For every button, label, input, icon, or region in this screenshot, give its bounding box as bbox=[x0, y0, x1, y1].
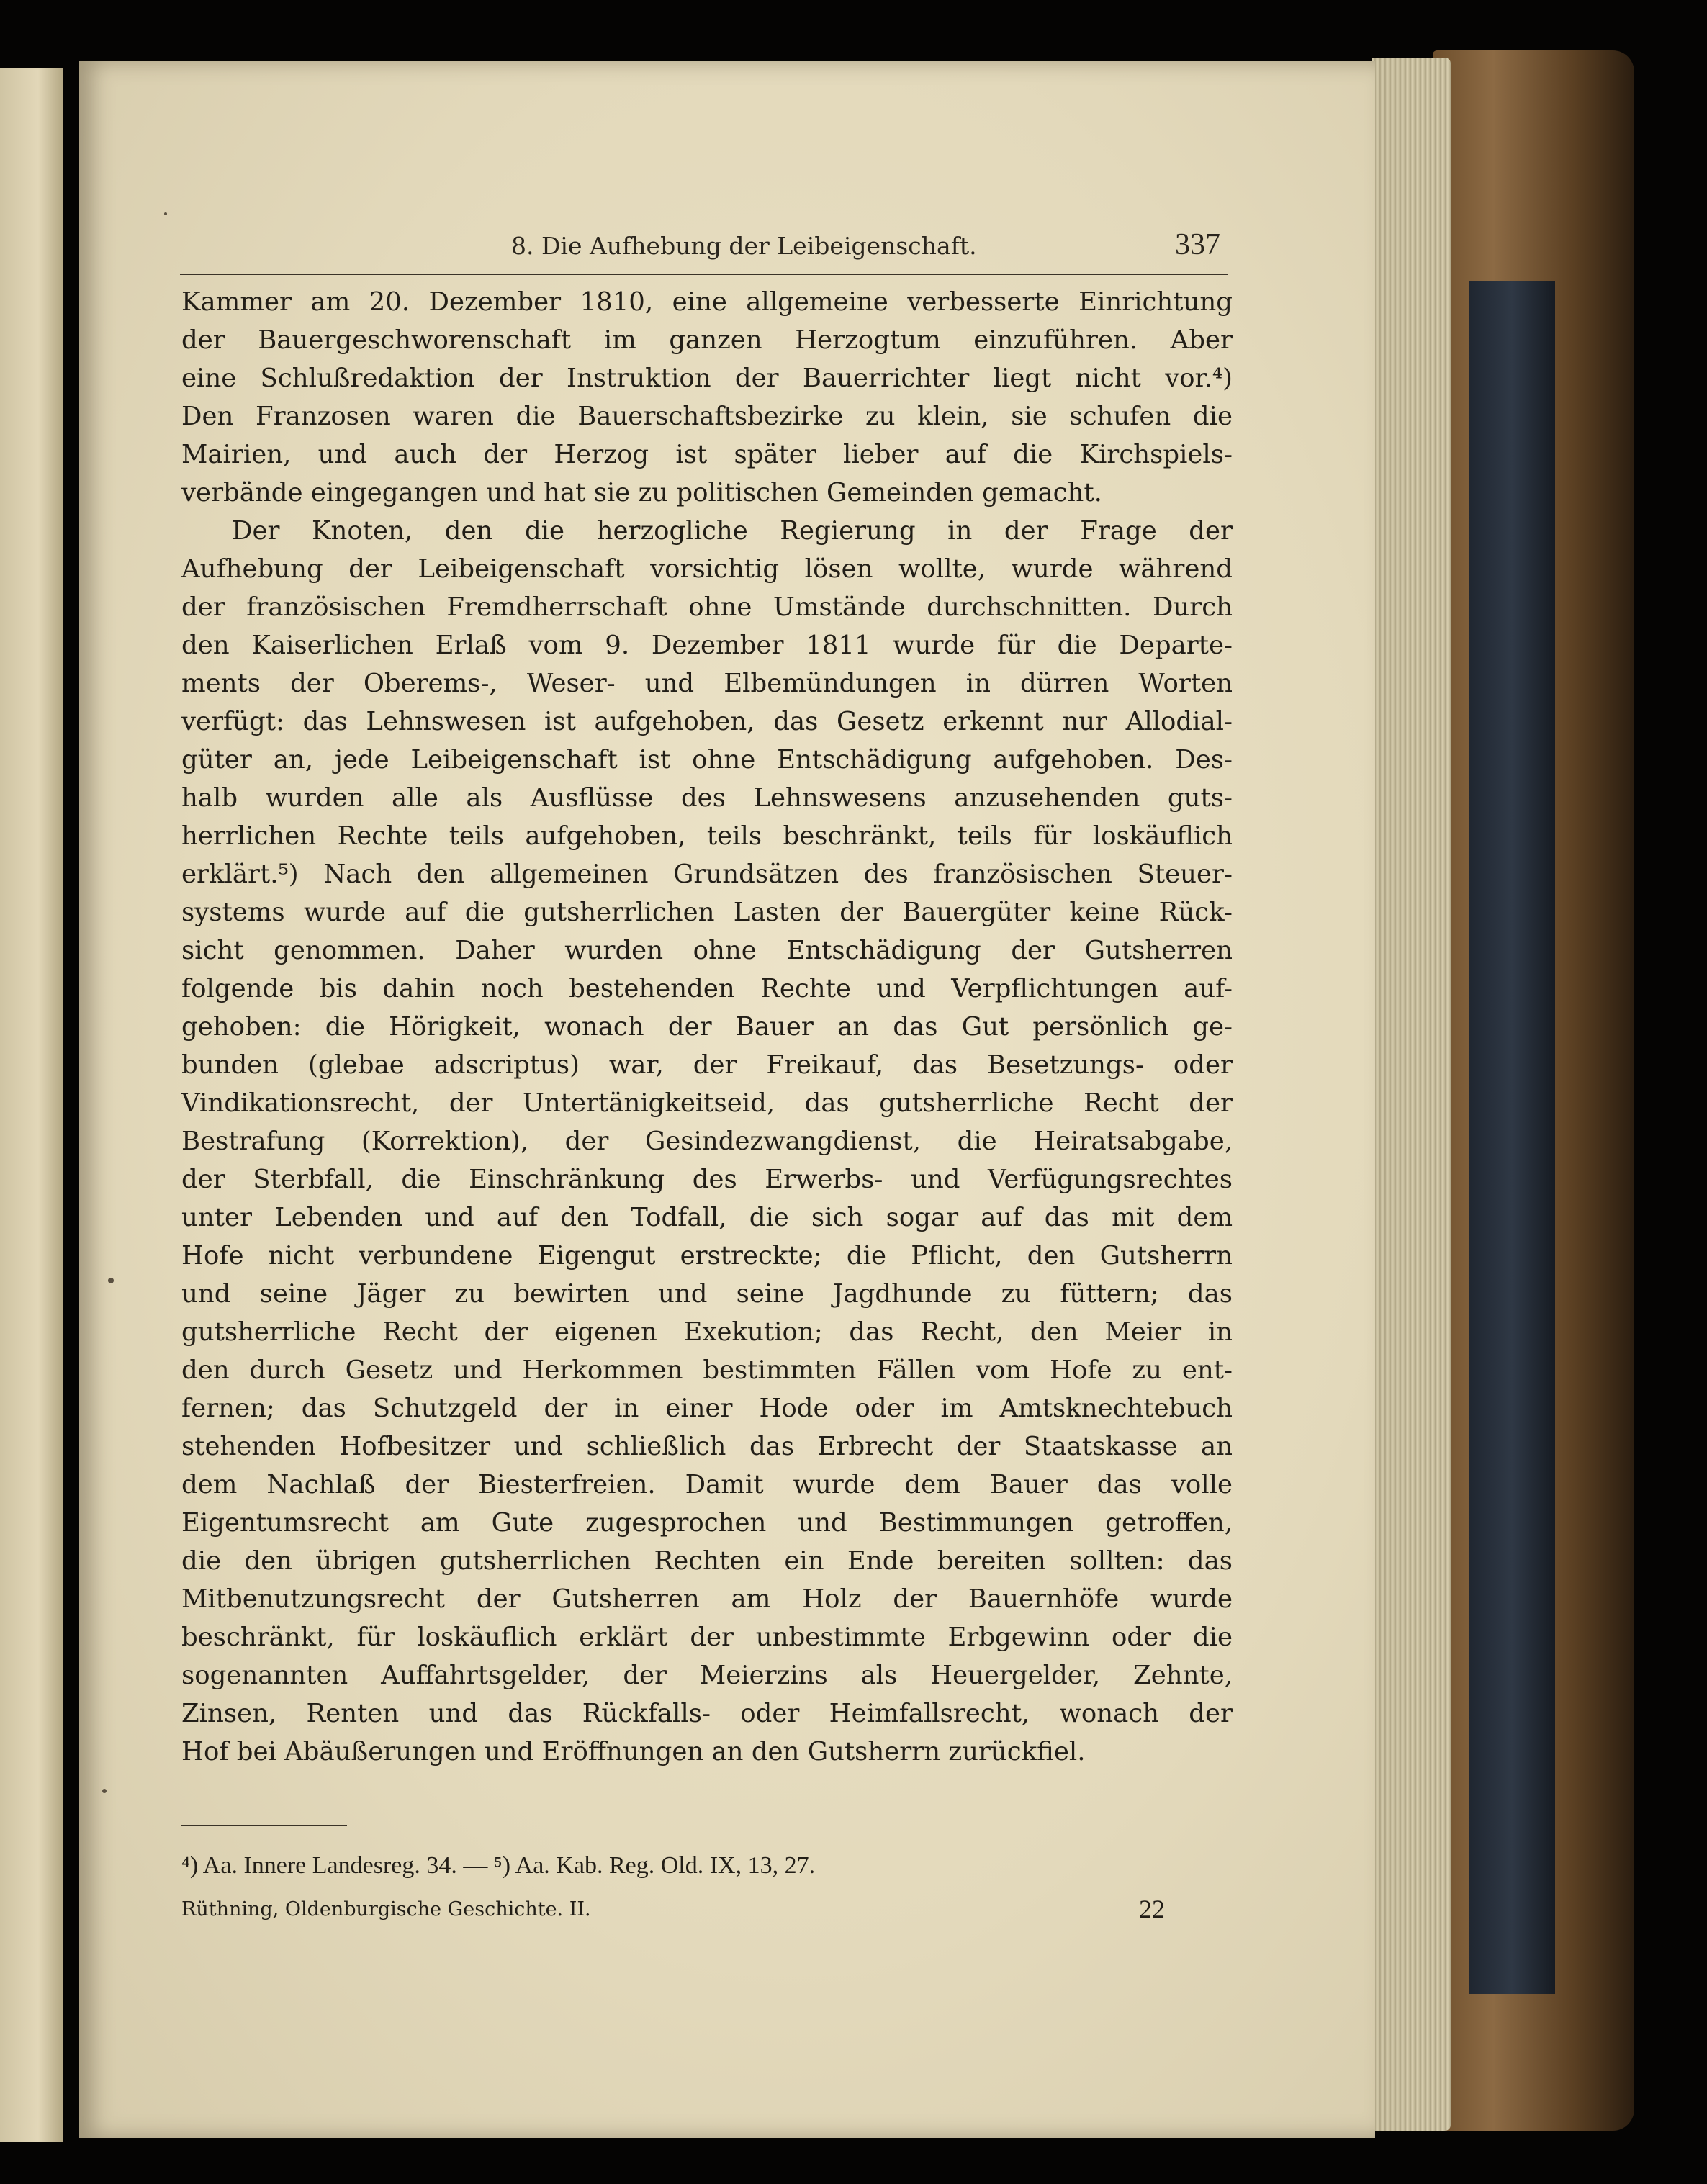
text-line: Aufhebung der Leibeigenschaft vorsichtig lösen wollte, wurde während bbox=[181, 554, 1233, 584]
printer-signature bbox=[181, 1895, 1233, 1923]
text-line: die den übrigen gutsherrlichen Rechten ein Ende bereiten sollten: das bbox=[181, 1546, 1233, 1576]
text-line: verbände eingegangen und hat sie zu politischen Gemeinden gemacht. bbox=[181, 478, 1102, 507]
facing-page-edge bbox=[0, 68, 63, 2142]
text-line: Mairien, und auch der Herzog ist später lieber auf die Kirchspiels- bbox=[181, 440, 1233, 469]
text-line: Eigentumsrecht am Gute zugesprochen und Bestimmungen getroffen, bbox=[181, 1508, 1233, 1538]
text-line: eine Schlußredaktion der Instruktion der Bauerrichter liegt nicht vor.⁴) bbox=[181, 364, 1233, 393]
text-line: Zinsen, Renten und das Rückfalls- oder Heimfallsrecht, wonach der bbox=[181, 1699, 1233, 1728]
text-line: systems wurde auf die gutsherrlichen Lasten der Bauergüter keine Rück- bbox=[181, 898, 1233, 927]
running-head: 8. Die Aufhebung der Leibeigenschaft. bbox=[511, 232, 977, 260]
text-line: und seine Jäger zu bewirten und seine Jagdhunde zu füttern; das bbox=[181, 1279, 1233, 1309]
text-line: sogenannten Auffahrtsgelder, der Meierzins als Heuergelder, Zehnte, bbox=[181, 1661, 1233, 1690]
page-number: 337 bbox=[1175, 228, 1220, 261]
book-spine-cloth bbox=[1469, 281, 1555, 1994]
text-line: Hofe nicht verbundene Eigengut erstreckte; die Pflicht, den Gutsherrn bbox=[181, 1241, 1233, 1271]
text-line: folgende bis dahin noch bestehenden Rechte und Verpflichtungen auf- bbox=[181, 974, 1233, 1003]
text-line: verfügt: das Lehnswesen ist aufgehoben, das Gesetz erkennt nur Allodial- bbox=[181, 707, 1233, 736]
text-line: den durch Gesetz und Herkommen bestimmten Fällen vom Hofe zu ent- bbox=[181, 1355, 1233, 1385]
text-line: erklärt.⁵) Nach den allgemeinen Grundsätzen des französischen Steuer- bbox=[181, 859, 1233, 889]
text-line: halb wurden alle als Ausflüsse des Lehnswesens anzusehenden guts- bbox=[181, 783, 1233, 813]
text-line: Vindikationsrecht, der Untertänigkeitseid, das gutsherrliche Recht der bbox=[181, 1088, 1233, 1118]
signature-title: Rüthning, Oldenburgische Geschichte. II. bbox=[181, 1898, 591, 1921]
text-line: der französischen Fremdherrschaft ohne Umstände durchschnitten. Durch bbox=[181, 592, 1233, 622]
text-line: fernen; das Schutzgeld der in einer Hode oder im Amtsknechtebuch bbox=[181, 1394, 1233, 1423]
footnotes: ⁴) Aa. Innere Landesreg. 34. — ⁵) Aa. Kab. Reg. Old. IX, 13, 27. bbox=[181, 1852, 816, 1879]
text-line: Mitbenutzungsrecht der Gutsherren am Holz der Bauernhöfe wurde bbox=[181, 1584, 1233, 1614]
paper-speck bbox=[164, 212, 167, 215]
page-header bbox=[180, 223, 1228, 275]
text-line: Bestrafung (Korrektion), der Gesindezwangdienst, die Heiratsabgabe, bbox=[181, 1127, 1233, 1156]
text-line: der Bauergeschworenschaft im ganzen Herzogtum einzuführen. Aber bbox=[181, 325, 1233, 355]
text-line: Den Franzosen waren die Bauerschaftsbezirke zu klein, sie schufen die bbox=[181, 402, 1233, 431]
text-line: Der Knoten, den die herzogliche Regierung in der Frage der bbox=[232, 516, 1233, 546]
text-line: herrlichen Rechte teils aufgehoben, teils beschränkt, teils für loskäuflich bbox=[181, 821, 1233, 851]
text-line: stehenden Hofbesitzer und schließlich das Erbrecht der Staatskasse an bbox=[181, 1432, 1233, 1461]
text-line: den Kaiserlichen Erlaß vom 9. Dezember 1811 wurde für die Departe- bbox=[181, 631, 1233, 660]
text-line: unter Lebenden und auf den Todfall, die sich sogar auf das mit dem bbox=[181, 1203, 1233, 1232]
paper-speck bbox=[102, 1789, 107, 1793]
text-line: gehoben: die Hörigkeit, wonach der Bauer an das Gut persönlich ge- bbox=[181, 1012, 1233, 1042]
text-line: beschränkt, für loskäuflich erklärt der unbestimmte Erbgewinn oder die bbox=[181, 1623, 1233, 1652]
text-line: güter an, jede Leibeigenschaft ist ohne Entschädigung aufgehoben. Des- bbox=[181, 745, 1233, 775]
text-line: ments der Oberems-, Weser- und Elbemündungen in dürren Worten bbox=[181, 669, 1233, 698]
text-line: gutsherrliche Recht der eigenen Exekution; das Recht, den Meier in bbox=[181, 1317, 1233, 1347]
body-text bbox=[181, 283, 1233, 1771]
text-line: bunden (glebae adscriptus) war, der Freikauf, das Besetzungs- oder bbox=[181, 1050, 1233, 1080]
sheet-number: 22 bbox=[1139, 1895, 1165, 1923]
text-line: Hof bei Abäußerungen und Eröffnungen an den Gutsherrn zurückfiel. bbox=[181, 1737, 1086, 1766]
text-line: sicht genommen. Daher wurden ohne Entschädigung der Gutsherren bbox=[181, 936, 1233, 965]
footnote-rule bbox=[181, 1825, 347, 1826]
text-line: der Sterbfall, die Einschränkung des Erwerbs- und Verfügungsrechtes bbox=[181, 1165, 1233, 1194]
text-line: dem Nachlaß der Biesterfreien. Damit wurde dem Bauer das volle bbox=[181, 1470, 1233, 1499]
text-line: Kammer am 20. Dezember 1810, eine allgemeine verbesserte Einrichtung bbox=[181, 287, 1233, 317]
paper-speck bbox=[108, 1278, 114, 1283]
book-page bbox=[79, 61, 1375, 2138]
page-edges bbox=[1372, 58, 1451, 2131]
